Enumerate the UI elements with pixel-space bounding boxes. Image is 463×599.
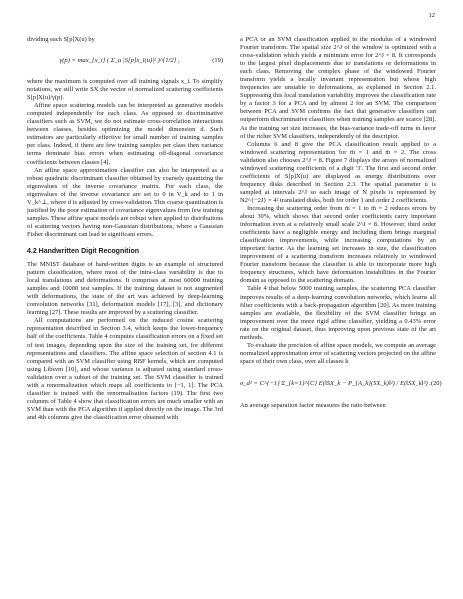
paragraph: The MNIST database of hand-written digits is an example of structured pattern classification, where most of the intra-class variability is due to local translations and deformations. It comprises at most 60000 training samples and 10000 test samples. If the training dataset is not augmented with deformations, the state of the art was achieved by deep-learning convolution networks [31], deformation models [17], [3], and dictionary learning [27]. These results are improved by a scattering classifier. [27,261,223,317]
right-column [240,36,442,410]
equation-19-expression: γ(p) = max_{x_i} ( Σ_u |S[p]x_i(u)|² )^{1/2} , [59,57,180,65]
left-column [27,36,223,422]
paragraph: Columns 6 and 8 give the PCA classification result applied to a windowed scattering representation for m̄ = 1 and m̄ = 2. The cross validation also chooses 2^J = 8. Figure 7 displays the arrays of normalized windowed scattering coefficients of a digit '3'. The first and second order coefficients of S[p]X(u) are displayed as energy distributions over frequency disks described in Section 2.3. The spatial parameter u is sampled at intervals 2^J so each image of N pixels is represented by N2^{−2J} = 4² translated disks, both for order 1 and order 2 coefficients. [240,140,436,204]
equation-20-expression: σ_d² = C^{−1} Σ_{k=1}^{C} E(‖SX_k − P_{A_k}(SX_k)‖²) / E(‖SX_k‖²) . [240,379,431,387]
paragraph: Table 4 that below 5000 training samples, the scattering PCA classifier improves results of a deep-learning convolution networks, which learns all filter coefficients with a back-propagation algorithm [20]. As more training samples are available, the flexibility of the SVM classifier brings an improvement over the more rigid affine classifier, yielding a 0.43% error rate on the original dataset, thus improving upon previous state of the art methods. [240,285,436,341]
paragraph: a PCA or an SVM classification applied to the modulus of a windowed Fourier transform. The spatial size 2^J of the window is optimized with a cross-validation which yields a minimum error for 2^J = 8. It corresponds to the largest pixel displacements due to translations or deformations in each class. Removing the complex phase of the windowed Fourier transform yields a locally invariant representation but whose high frequencies are unstable to deformations, as explained in Section 2.1. Suppressing this local translation variability improves the classification rate by a factor 3 for a PCA and by almost 2 for an SVM. The comparison between PCA and SVM confirms the fact that generative classifiers can outperform discriminative classifiers when training samples are scarce [28]. As the training set size increases, the bias-variance trade-off turns in favor of the richer SVM classifiers, independently of the descriptor. [240,36,436,140]
paragraph: All computations are performed on the reduced cosine scattering representation described in Section 3.4, which keeps the lower-frequency half of the coefficients. Table 4 computes classification errors on a fixed set of test images, depending upon the size of the training set, for different representations and classifiers. The affine space selection of section 4.1 is compared with an SVM classifier using RBF kernels, which are computed using Libsvm [10], and whose variance is adjusted using standard cross-validation over a subset of the training set. The SVM classifier is trained with a renormalization which maps all coefficients to [−1, 1]. The PCA classifier is trained with the renormalisation factors (19). The first two columns of Table 4 show that classification errors are much smaller with an SVM than with the PCA algorithm if applied directly on the image. The 3rd and 4th columns give the classification error obtained with [27,317,223,421]
page-number: 12 [428,12,435,19]
paragraph: where the maximum is computed over all training signals x_i. To simplify notations, we still write SX the vector of normalized scattering coefficients S[p]X(u)/γ(p). [27,78,223,102]
paragraph: To evaluate the precision of affine space models, we compute an average normalized approximation error of scattering vectors projected on the affine space of their own class, over all classes k [240,341,436,365]
intro-line: dividing each S[p]X(u) by [27,36,95,43]
equation-20-number: (20) [430,379,442,387]
paragraph: An affine space approximation classifier can also be interpreted as a robust quadratic discriminant classifier obtained by coarsely quantizing the eigenvalues of the inverse covariance matrix. For each class, the eigenvalues of the inverse covariance are set to 0 in V_k and to 1 in V_k^⊥, where d is adjusted by cross-validation. This coarse quantization is justified by the poor estimation of covariance eigenvalues from few training samples. These affine space models are robust when applied to distributions of scattering vectors having non-Gaussian distributions, where a Gaussian Fisher discriminant can lead to significant errors. [27,166,223,238]
paragraph: Increasing the scattering order from m̄ = 1 to m̄ = 2 reduces errors by about 30%, which shows that second order coefficients carry important information even at a relatively small scale 2^J = 8. However, third order coefficients have a negligible energy and including them brings marginal classification improvements, while increasing computations by an important factor. As the learning set increases in size, the classification improvement of a scattering transform increases relatively to windowed Fourier transform because the classifier is able to incorporate more high frequency structures, which have deformation instabilities in the Fourier domain as opposed to the scattering domain. [240,204,436,285]
equation-19-number: (19) [212,57,223,65]
section-heading: 4.2 Handwritten Digit Recognition [27,247,140,255]
paragraph: An average separation factor measures the ratio between [240,401,386,409]
equation-19 [27,48,223,74]
paragraph: Affine space scattering models can be interpreted as generative models computed independently for each class. As opposed to discriminative classifiers such as SVM, we do not estimate cross-correlation interactions between classes, besides optimizing the model dimension d. Such estimators are particularly effective for small number of training samples per class. Indeed, if there are few training samples per class then variance terms dominate bias errors when estimating off-diagonal covariance coefficients between classes [4]. [27,102,223,166]
equation-20 [240,370,442,398]
